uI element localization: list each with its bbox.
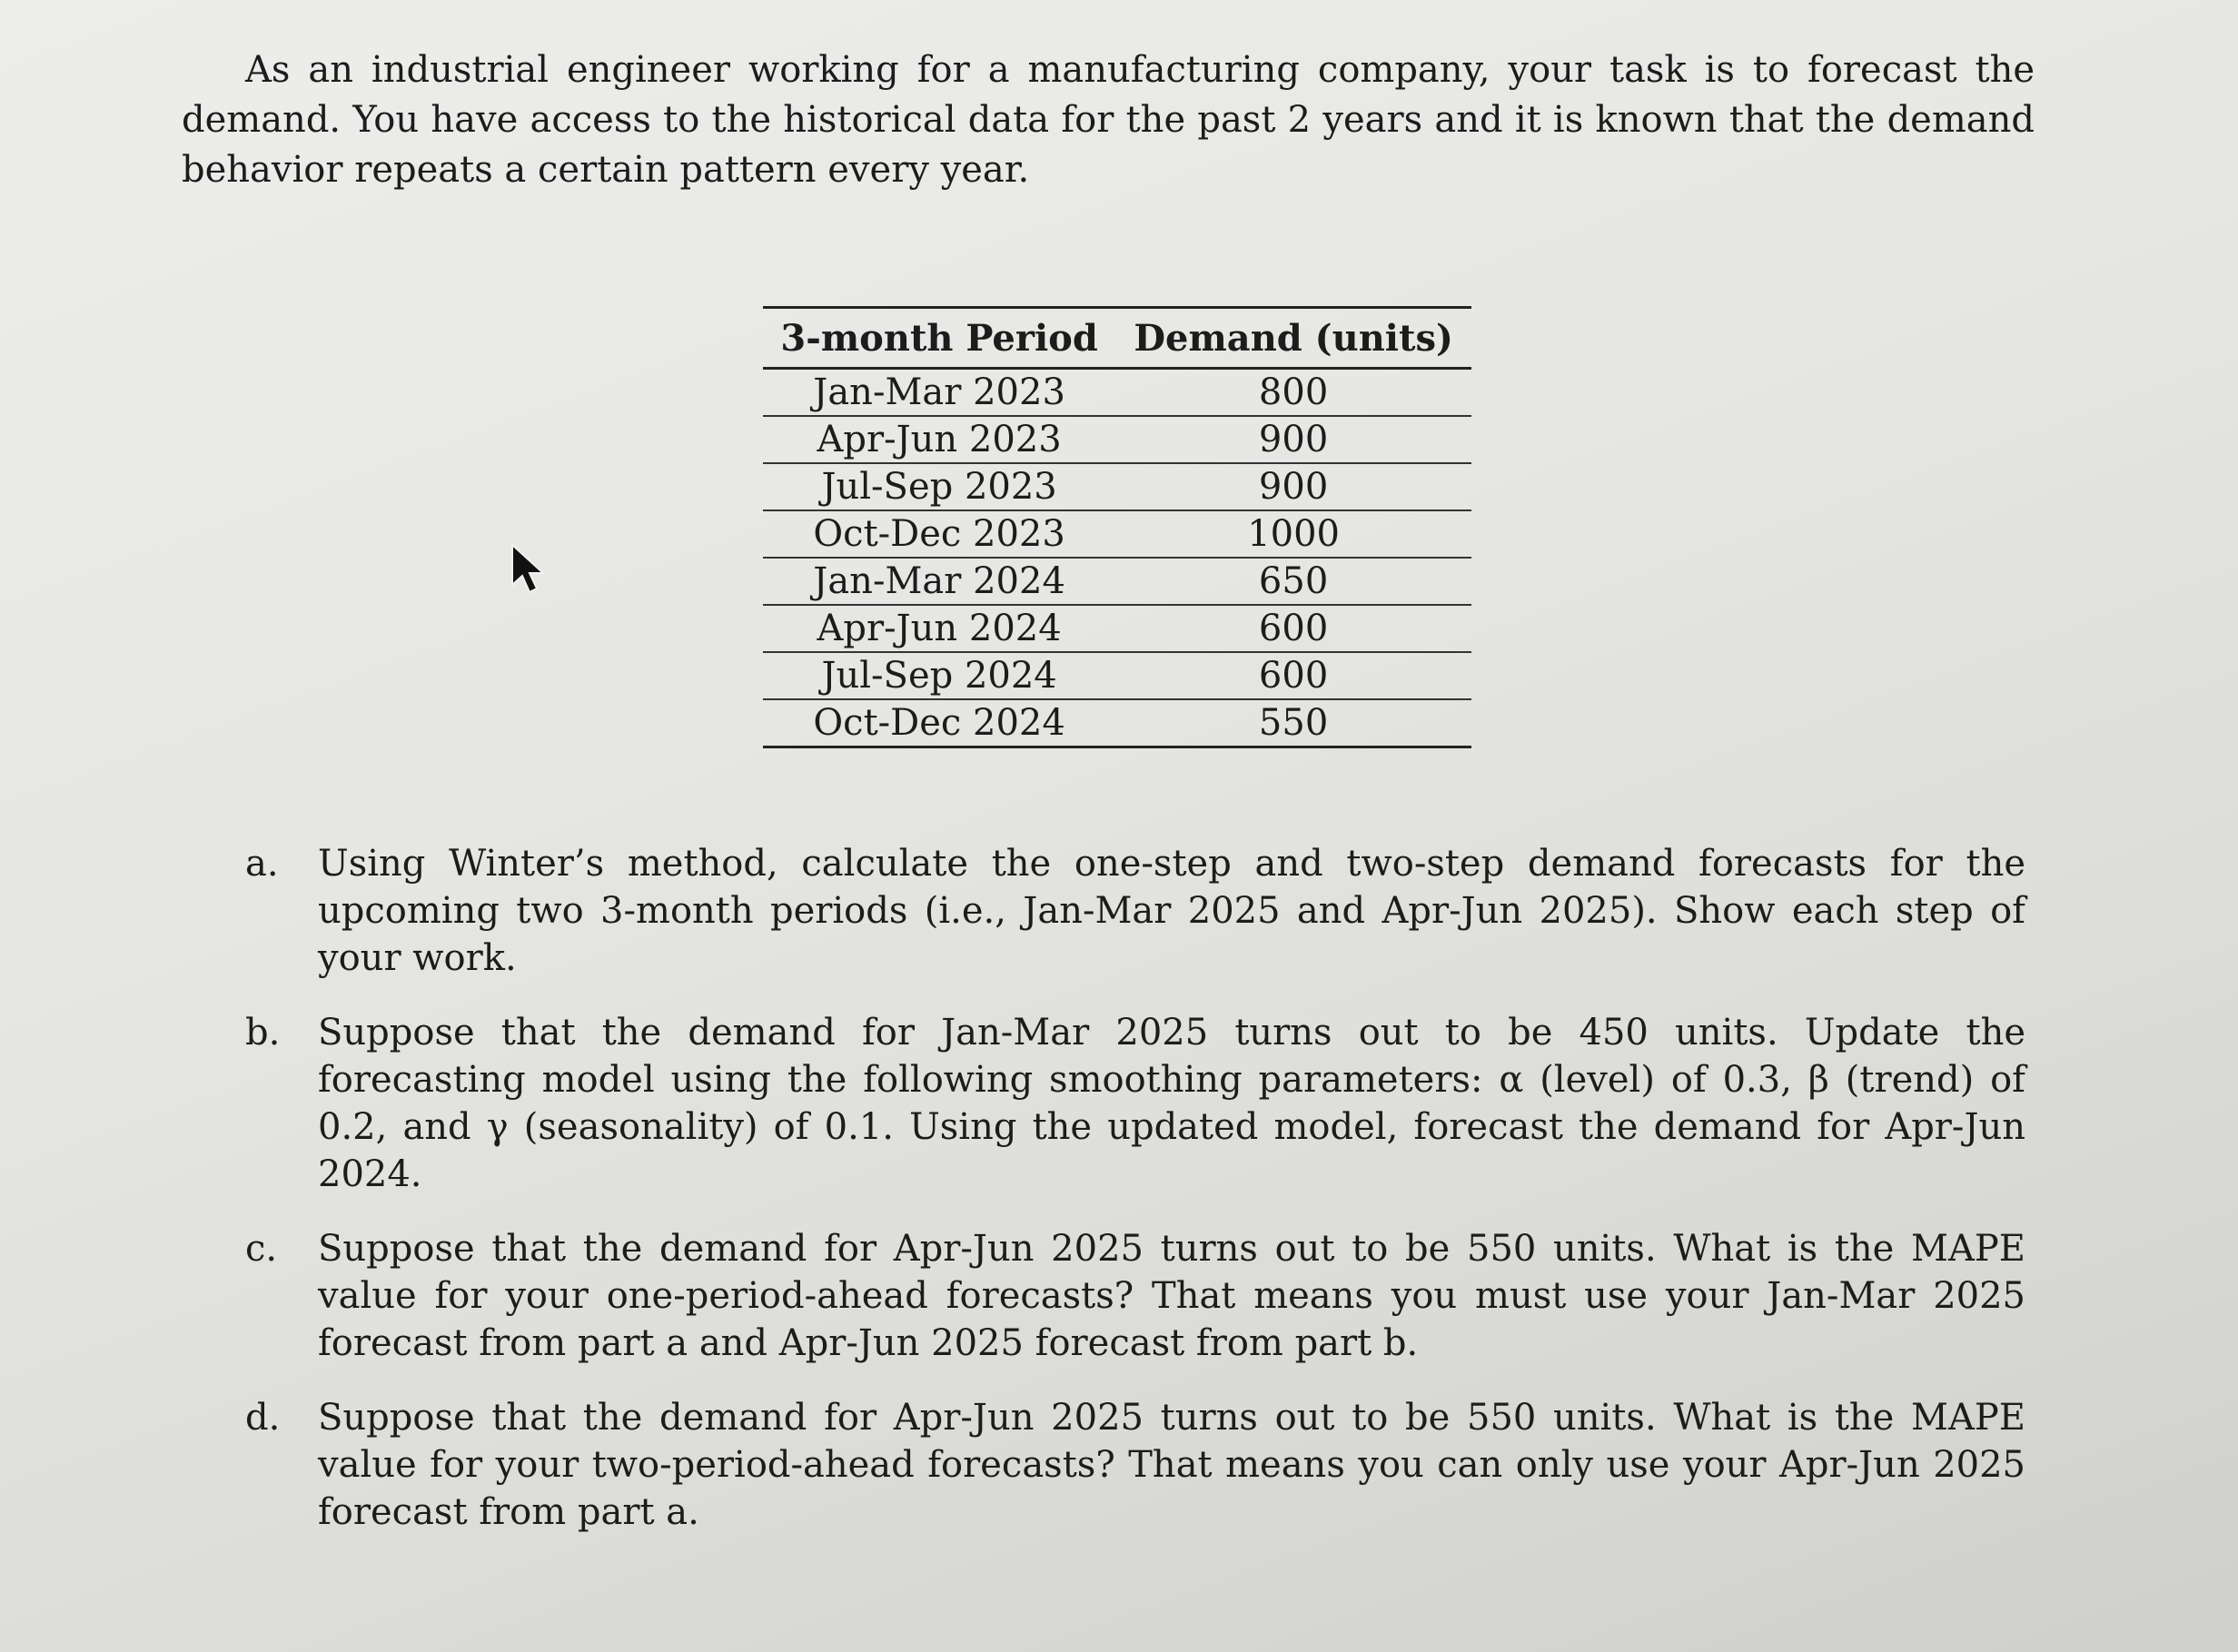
demand-cell: 650 <box>1115 558 1471 605</box>
mouse-pointer-icon <box>509 543 549 594</box>
demand-table-container <box>763 306 1471 748</box>
demand-table <box>763 306 1471 748</box>
question-b <box>245 1009 2025 1198</box>
question-text: Suppose that the demand for Apr-Jun 2025 turns out to be 550 units. What is the MAPE value for your two-period-ahead forecasts? That means you can only use your Apr-Jun 2025 forecast from part a. <box>318 1397 2025 1533</box>
intro-paragraph: As an industrial engineer working for a manufacturing company, your task is to forecast the demand. You have access to the historical data for the past 2 years and it is known that the demand behavior repeats a certain pattern every year. <box>182 49 2035 191</box>
period-cell: Apr-Jun 2024 <box>763 605 1115 652</box>
demand-cell: 1000 <box>1115 510 1471 558</box>
table-row <box>763 605 1471 652</box>
table-row <box>763 369 1471 417</box>
table-row <box>763 558 1471 605</box>
question-text: Suppose that the demand for Jan-Mar 2025 turns out to be 450 units. Update the forecasting model using the following smoothing parameters: α (level) of 0.3, β (trend) of 0.2, and γ (seasonality) of 0.1. Using the updated model, forecast the demand for Apr-Jun 2024. <box>318 1012 2025 1195</box>
table-header-row <box>763 308 1471 369</box>
period-cell: Oct-Dec 2023 <box>763 510 1115 558</box>
question-letter: a. <box>245 843 279 885</box>
period-cell: Oct-Dec 2024 <box>763 699 1115 747</box>
question-list <box>245 840 2025 1563</box>
demand-cell: 600 <box>1115 652 1471 699</box>
question-text: Suppose that the demand for Apr-Jun 2025 turns out to be 550 units. What is the MAPE value for your one-period-ahead forecasts? That means you must use your Jan-Mar 2025 forecast from part a and Apr-Jun 2025 forecast from part b. <box>318 1228 2025 1364</box>
demand-cell: 550 <box>1115 699 1471 747</box>
question-letter: c. <box>245 1228 278 1270</box>
header-period: 3-month Period <box>763 308 1115 369</box>
table-row <box>763 510 1471 558</box>
demand-cell: 800 <box>1115 369 1471 417</box>
period-cell: Jul-Sep 2024 <box>763 652 1115 699</box>
question-letter: d. <box>245 1397 281 1439</box>
period-cell: Jan-Mar 2024 <box>763 558 1115 605</box>
period-cell: Apr-Jun 2023 <box>763 416 1115 463</box>
demand-cell: 600 <box>1115 605 1471 652</box>
demand-cell: 900 <box>1115 463 1471 510</box>
question-d <box>245 1394 2025 1536</box>
question-c <box>245 1225 2025 1367</box>
table-row <box>763 699 1471 747</box>
table-row <box>763 652 1471 699</box>
table-row <box>763 416 1471 463</box>
table-row <box>763 463 1471 510</box>
question-a <box>245 840 2025 982</box>
period-cell: Jul-Sep 2023 <box>763 463 1115 510</box>
period-cell: Jan-Mar 2023 <box>763 369 1115 417</box>
question-text: Using Winter’s method, calculate the one-step and two-step demand forecasts for the upcoming two 3-month periods (i.e., Jan-Mar 2025 and Apr-Jun 2025). Show each step of your work. <box>318 843 2025 979</box>
header-demand: Demand (units) <box>1115 308 1471 369</box>
question-letter: b. <box>245 1012 281 1054</box>
demand-cell: 900 <box>1115 416 1471 463</box>
